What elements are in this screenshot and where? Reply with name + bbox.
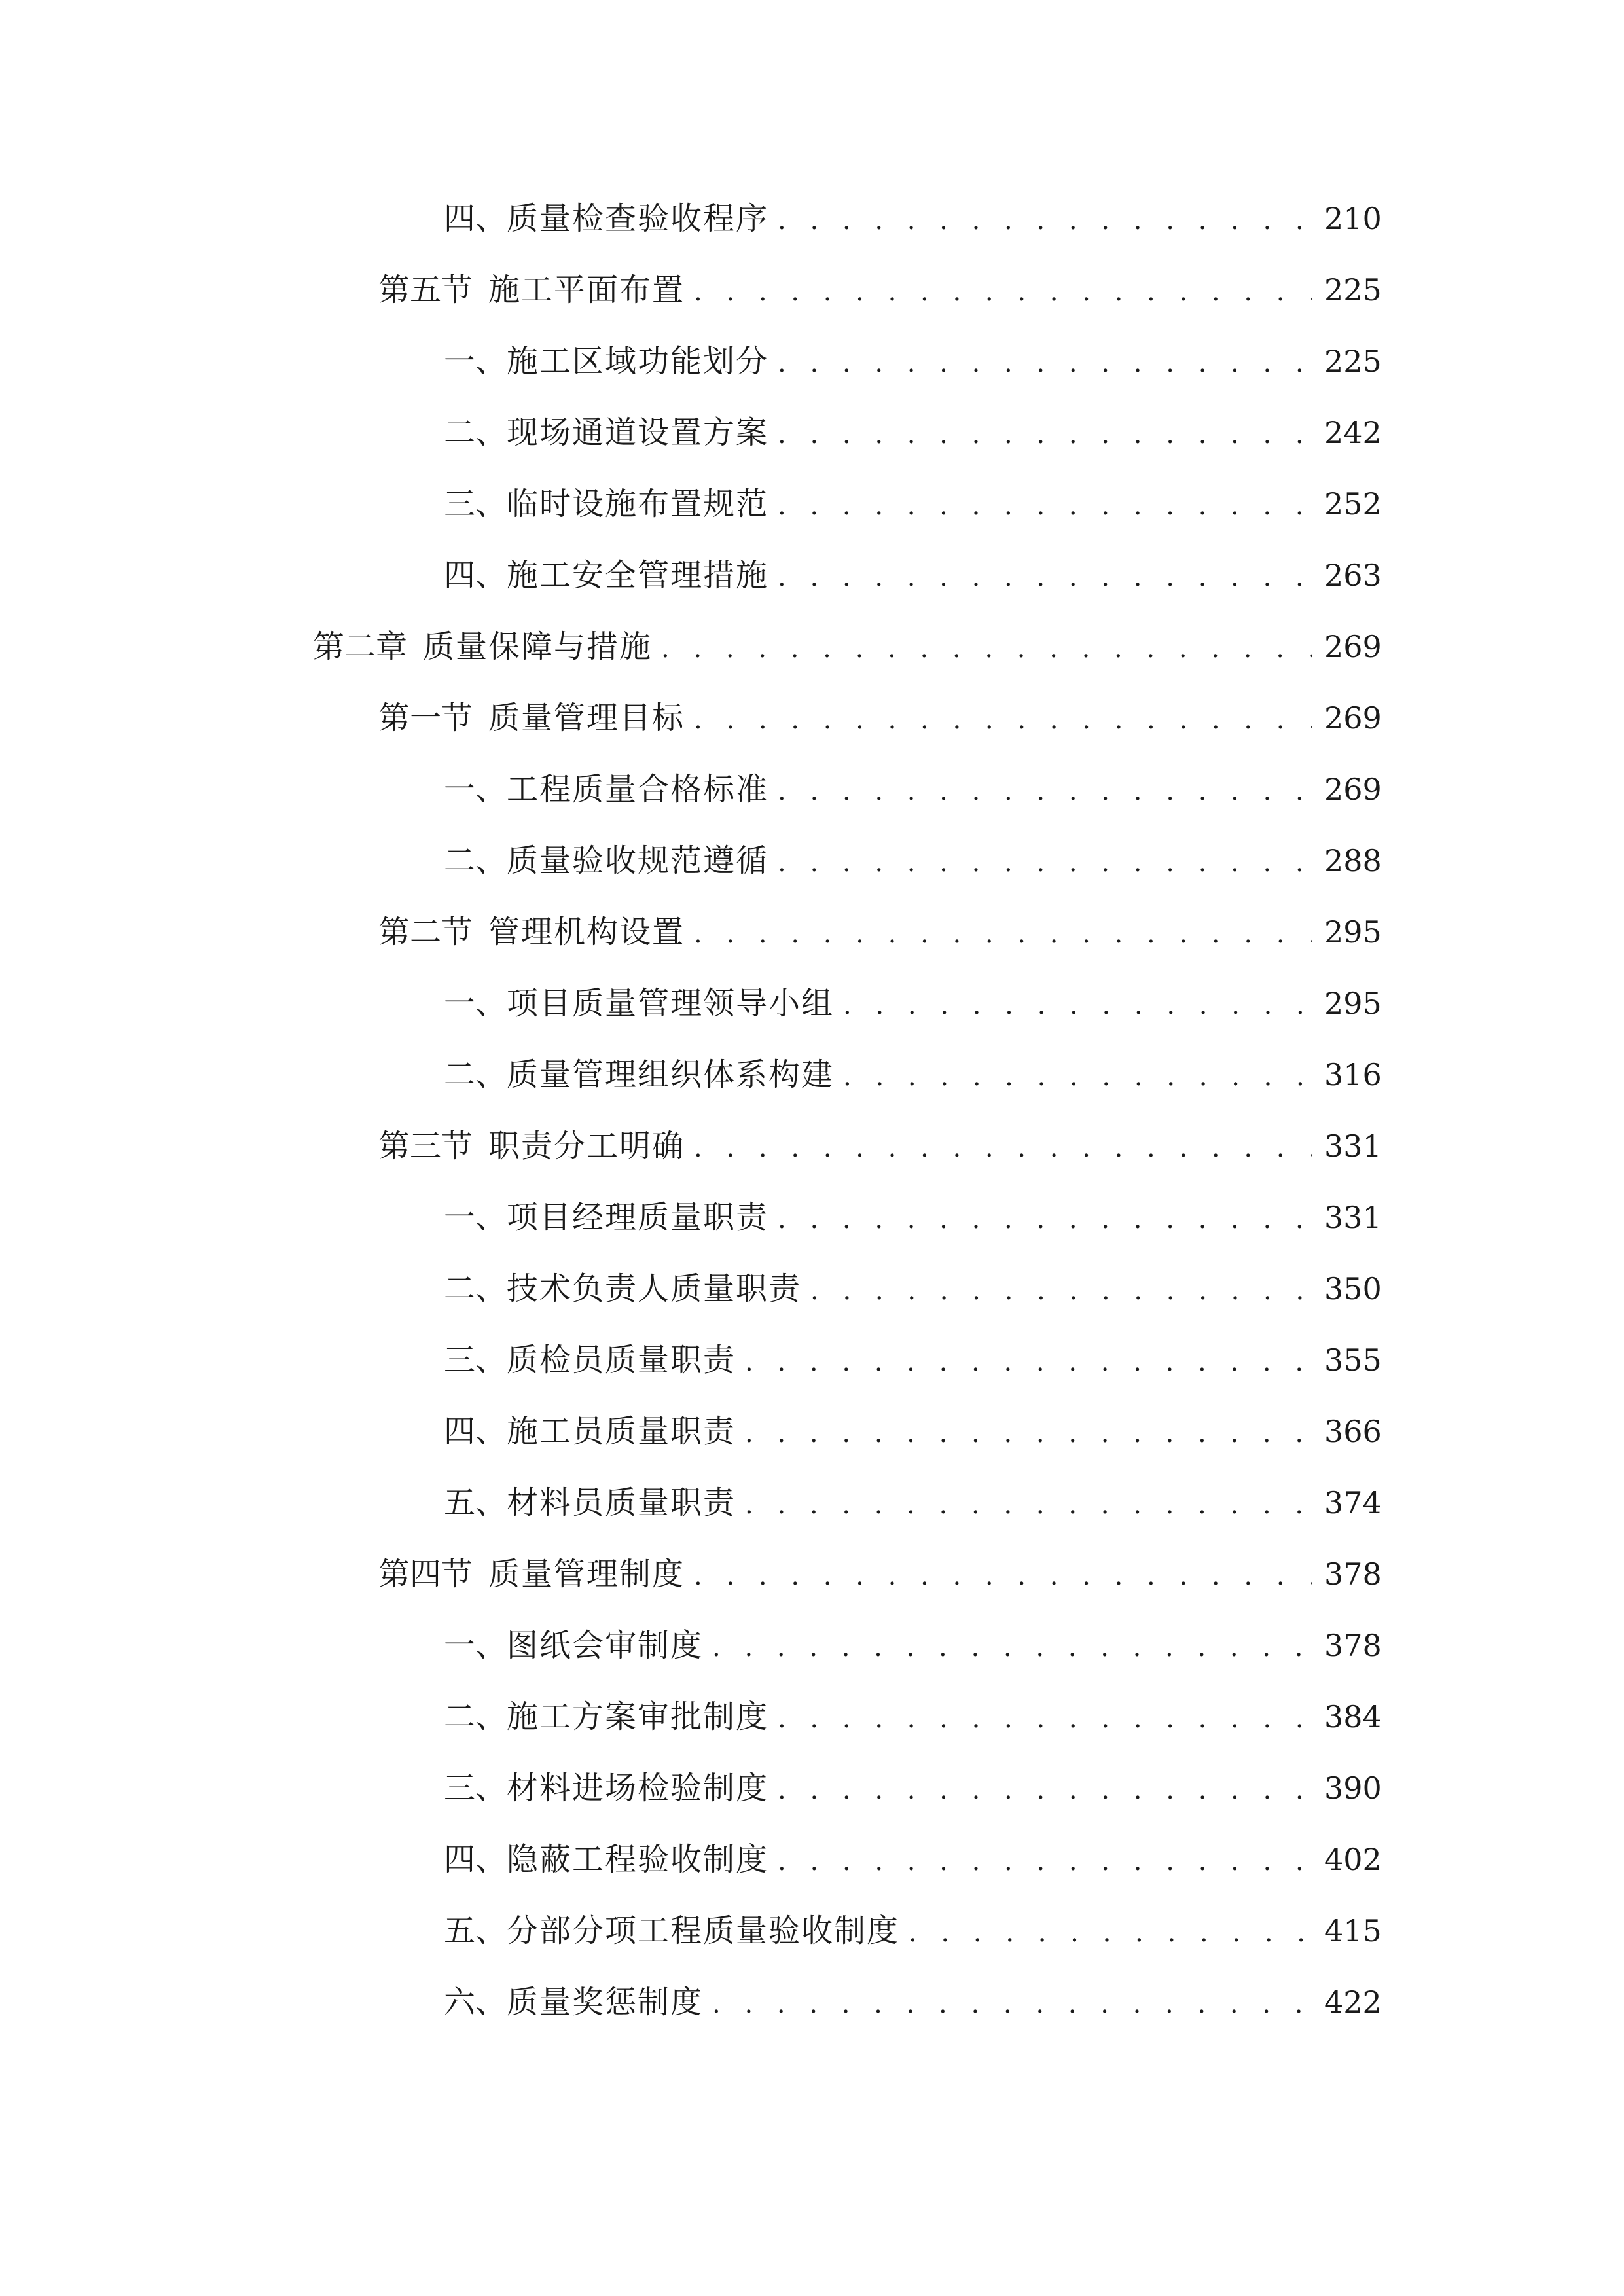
dot-leader — [778, 765, 1312, 817]
toc-entry[interactable] — [378, 1120, 1382, 1172]
toc-entry[interactable] — [444, 834, 1382, 887]
dot-leader — [745, 1479, 1312, 1531]
entry-page-number: 355 — [1324, 1342, 1382, 1378]
dot-leader — [778, 1764, 1312, 1816]
entry-title: 职责分工明确 — [488, 1128, 685, 1164]
entry-number: 四、 — [444, 557, 507, 594]
toc-entry[interactable] — [444, 1049, 1382, 1101]
dot-leader — [694, 908, 1312, 960]
entry-page-number: 384 — [1324, 1699, 1382, 1734]
entry-number: 三、 — [444, 1770, 507, 1806]
entry-title: 质检员质量职责 — [507, 1342, 736, 1378]
dot-leader — [778, 1835, 1312, 1888]
dot-leader — [694, 1122, 1312, 1174]
entry-number: 一、 — [444, 771, 507, 808]
entry-title: 质量验收规范遵循 — [507, 842, 769, 879]
entry-title: 图纸会审制度 — [507, 1627, 704, 1664]
toc-entry[interactable] — [378, 692, 1382, 744]
entry-page-number: 316 — [1324, 1057, 1382, 1092]
toc-entry[interactable] — [444, 335, 1382, 387]
entry-number: 三、 — [444, 1342, 507, 1378]
dot-leader — [694, 1550, 1312, 1602]
entry-title: 质量奖惩制度 — [507, 1984, 704, 2020]
entry-number: 第三节 — [378, 1128, 473, 1164]
dot-leader — [909, 1907, 1312, 1959]
toc-entry[interactable] — [444, 1976, 1382, 2028]
entry-number: 六、 — [444, 1984, 507, 2020]
entry-number: 一、 — [444, 985, 507, 1022]
entry-title: 临时设施布置规范 — [507, 486, 769, 522]
entry-page-number: 374 — [1324, 1485, 1382, 1520]
dot-leader — [661, 622, 1312, 675]
entry-page-number: 331 — [1324, 1200, 1382, 1235]
entry-number: 五、 — [444, 1484, 507, 1521]
toc-entry[interactable] — [378, 1548, 1382, 1600]
entry-page-number: 242 — [1324, 415, 1382, 450]
entry-page-number: 288 — [1324, 843, 1382, 878]
entry-page-number: 378 — [1324, 1556, 1382, 1592]
entry-number: 二、 — [444, 1698, 507, 1735]
entry-page-number: 402 — [1324, 1842, 1382, 1877]
toc-entry[interactable] — [378, 264, 1382, 316]
entry-title: 现场通道设置方案 — [507, 414, 769, 451]
dot-leader — [712, 1978, 1312, 2030]
entry-page-number: 225 — [1324, 344, 1382, 379]
entry-number: 二、 — [444, 414, 507, 451]
dot-leader — [712, 1621, 1312, 1674]
toc-entry[interactable] — [444, 478, 1382, 530]
toc-entry[interactable] — [444, 1833, 1382, 1886]
toc-entry[interactable] — [444, 1477, 1382, 1529]
entry-title: 材料员质量职责 — [507, 1484, 736, 1521]
entry-number: 第二节 — [378, 914, 473, 950]
dot-leader — [778, 480, 1312, 532]
entry-number: 四、 — [444, 1841, 507, 1878]
entry-page-number: 269 — [1324, 772, 1382, 807]
entry-number: 一、 — [444, 1199, 507, 1236]
dot-leader — [778, 551, 1312, 603]
dot-leader — [778, 194, 1312, 247]
entry-page-number: 390 — [1324, 1770, 1382, 1806]
toc-entry[interactable] — [444, 406, 1382, 459]
dot-leader — [778, 408, 1312, 461]
entry-number: 四、 — [444, 200, 507, 237]
entry-page-number: 225 — [1324, 272, 1382, 308]
entry-number: 第一节 — [378, 700, 473, 736]
toc-entry[interactable] — [313, 620, 1382, 673]
entry-number: 二、 — [444, 1270, 507, 1307]
entry-number: 四、 — [444, 1413, 507, 1450]
entry-title: 隐蔽工程验收制度 — [507, 1841, 769, 1878]
entry-number: 第五节 — [378, 272, 473, 308]
entry-page-number: 295 — [1324, 914, 1382, 950]
toc-entry[interactable] — [444, 1619, 1382, 1672]
dot-leader — [745, 1336, 1312, 1388]
toc-entry[interactable] — [444, 1691, 1382, 1743]
dot-leader — [778, 1193, 1312, 1246]
entry-title: 质量管理组织体系构建 — [507, 1056, 835, 1093]
entry-title: 质量检查验收程序 — [507, 200, 769, 237]
entry-page-number: 252 — [1324, 486, 1382, 522]
entry-page-number: 422 — [1324, 1984, 1382, 2020]
entry-page-number: 295 — [1324, 986, 1382, 1021]
entry-title: 项目质量管理领导小组 — [507, 985, 835, 1022]
dot-leader — [778, 337, 1312, 389]
dot-leader — [843, 979, 1312, 1031]
toc-entry[interactable] — [444, 763, 1382, 816]
entry-page-number: 350 — [1324, 1271, 1382, 1306]
entry-title: 材料进场检验制度 — [507, 1770, 769, 1806]
entry-title: 管理机构设置 — [488, 914, 685, 950]
entry-title: 施工平面布置 — [488, 272, 685, 308]
toc-entry[interactable] — [444, 1405, 1382, 1458]
entry-title: 项目经理质量职责 — [507, 1199, 769, 1236]
entry-title: 施工方案审批制度 — [507, 1698, 769, 1735]
dot-leader — [778, 836, 1312, 889]
entry-page-number: 269 — [1324, 629, 1382, 664]
entry-page-number: 415 — [1324, 1913, 1382, 1948]
entry-number: 二、 — [444, 1056, 507, 1093]
entry-title: 质量管理目标 — [488, 700, 685, 736]
entry-number: 第二章 — [313, 628, 408, 665]
toc-entry[interactable] — [444, 1334, 1382, 1386]
dot-leader — [810, 1265, 1312, 1317]
entry-title: 工程质量合格标准 — [507, 771, 769, 808]
entry-number: 一、 — [444, 1627, 507, 1664]
dot-leader — [745, 1407, 1312, 1460]
entry-page-number: 378 — [1324, 1628, 1382, 1663]
toc-entry[interactable] — [444, 1191, 1382, 1244]
entry-page-number: 210 — [1324, 201, 1382, 236]
toc-entry[interactable] — [378, 906, 1382, 958]
dot-leader — [778, 1693, 1312, 1745]
entry-number: 三、 — [444, 486, 507, 522]
entry-number: 一、 — [444, 343, 507, 380]
entry-page-number: 269 — [1324, 700, 1382, 736]
toc-entry[interactable] — [444, 977, 1382, 1030]
entry-title: 施工员质量职责 — [507, 1413, 736, 1450]
entry-page-number: 331 — [1324, 1128, 1382, 1164]
toc-entry[interactable] — [444, 1263, 1382, 1315]
entry-title: 施工安全管理措施 — [507, 557, 769, 594]
toc-entry[interactable] — [444, 192, 1382, 245]
entry-number: 二、 — [444, 842, 507, 879]
dot-leader — [843, 1050, 1312, 1103]
entry-title: 施工区域功能划分 — [507, 343, 769, 380]
entry-title: 质量保障与措施 — [423, 628, 653, 665]
toc-entry[interactable] — [444, 1762, 1382, 1814]
entry-number: 第四节 — [378, 1556, 473, 1592]
dot-leader — [694, 694, 1312, 746]
entry-title: 技术负责人质量职责 — [507, 1270, 802, 1307]
toc-entry[interactable] — [444, 1905, 1382, 1957]
toc-entry[interactable] — [444, 549, 1382, 601]
entry-number: 五、 — [444, 1912, 507, 1949]
entry-page-number: 263 — [1324, 558, 1382, 593]
entry-page-number: 366 — [1324, 1414, 1382, 1449]
dot-leader — [694, 266, 1312, 318]
entry-title: 质量管理制度 — [488, 1556, 685, 1592]
entry-title: 分部分项工程质量验收制度 — [507, 1912, 900, 1949]
